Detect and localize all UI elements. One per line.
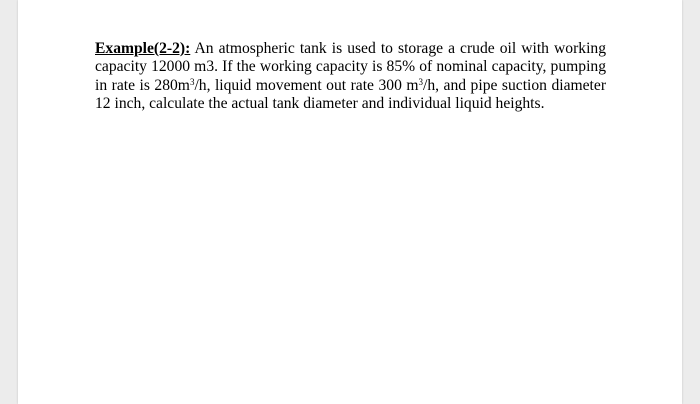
statement-line-4: 12 inch, calculate the actual tank diameter and individual liquid heights. <box>95 95 545 113</box>
statement-line-2: capacity 12000 m3. If the working capacity is 85% of nominal capacity, pumping <box>95 58 606 76</box>
statement-text-1: An atmospheric tank is used to storage a crude oil with working <box>190 40 606 57</box>
outflow-rate-text: /h, liquid movement out rate 300 m <box>194 76 419 94</box>
pumping-rate-text: in rate is 280m <box>95 76 190 94</box>
statement-line-3 <box>95 77 606 95</box>
cubic-superscript-2: 3 <box>418 76 424 87</box>
example-heading: Example(2-2): <box>95 40 191 57</box>
cubic-superscript-1: 3 <box>189 76 195 87</box>
statement-line-1 <box>95 40 606 58</box>
document-page <box>18 0 682 404</box>
problem-statement <box>95 40 606 114</box>
suction-diameter-text: /h, and pipe suction diameter <box>423 76 607 94</box>
